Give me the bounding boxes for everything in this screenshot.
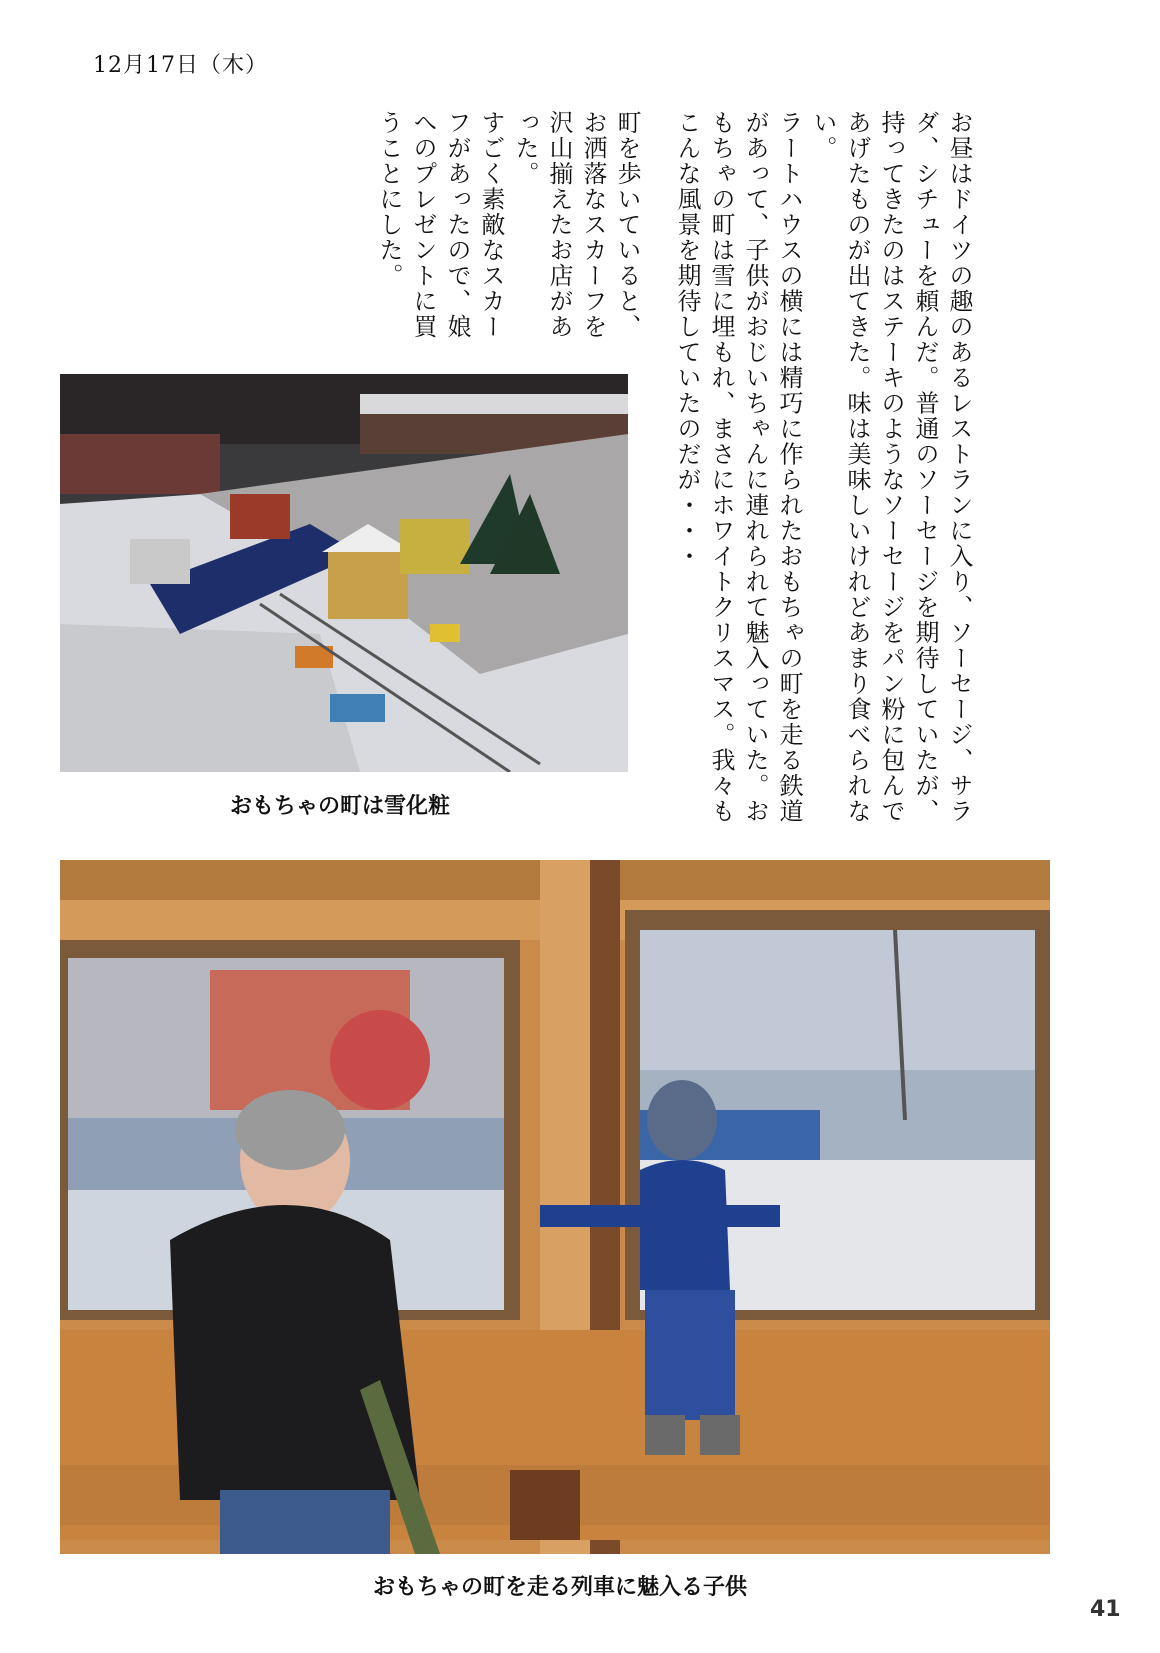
side-text-column: 町を歩いていると、お洒落なスカーフを沢山揃えたお店があった。 すごく素敵なスカーフがあったので、娘へのプレゼントに買うことにした。 [375,110,641,340]
miniature-town-photo [60,374,628,772]
child-at-window-photo [60,860,1050,1554]
page-date: 12月17日（木） [93,53,268,78]
main-text-column: お昼はドイツの趣のあるレストランに入り、ソーセージ、サラダ、シチューを頼んだ。普通のソーセージを期待していたが、持ってきたのはステーキのようなソーセージをパン粉に包んであげたものが出てきた。味は美味しいけれどあまり食べられない。 ラートハウスの横には精巧に作られたおもちゃの町を走る鉄道があって、子供がおじいちゃんに連れられて魅入っていた。おもちゃの町は雪に埋もれ、まさにホワイトクリスマス。我々もこんな風景を期待していたのだが・・・ [673,110,973,824]
photo2-caption: おもちゃの町を走る列車に魅入る子供 [372,1575,747,1600]
page-number: 41 [1090,1597,1121,1622]
photo1-caption: おもちゃの町は雪化粧 [229,794,450,819]
